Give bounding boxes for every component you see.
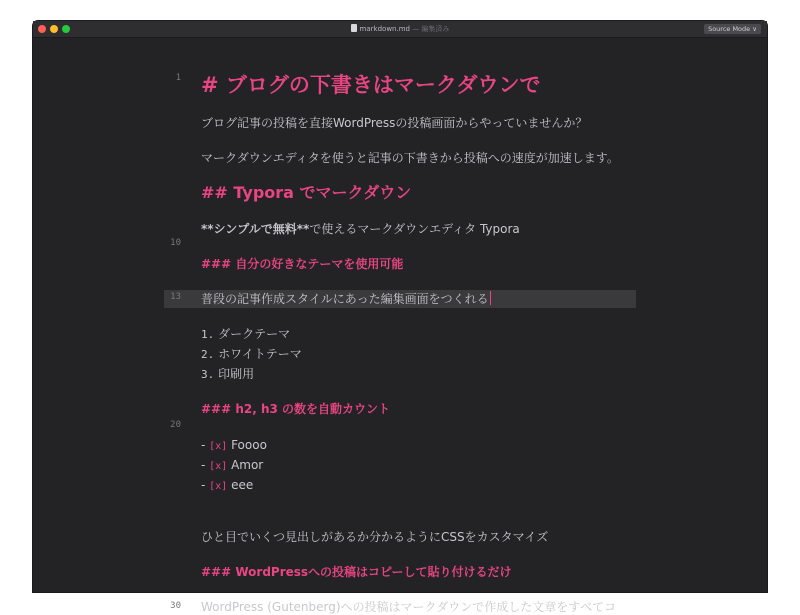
task-bullet: - (201, 458, 206, 472)
text-cursor (490, 291, 491, 305)
paragraph-text: で使えるマークダウンエディタ Typora (309, 222, 520, 236)
paragraph[interactable]: マークダウンエディタを使うと記事の下書きから投稿への速度が加速します。 (201, 151, 619, 165)
list-item-text: ホワイトテーマ (218, 347, 302, 361)
list-number: 1. (201, 328, 215, 341)
paragraph[interactable]: ひと目でいくつ見出しがあるか分かるようにCSSをカスタマイズ (201, 530, 549, 544)
task-checkbox-mark[interactable]: [x] (209, 461, 228, 472)
document-icon (351, 24, 357, 32)
task-item[interactable] (201, 457, 263, 475)
paragraph-active[interactable] (201, 291, 491, 307)
heading-3[interactable]: ### 自分の好きなテーマを使用可能 (201, 257, 404, 271)
heading-3[interactable]: ### WordPressへの投稿はコピーして貼り付けるだけ (201, 565, 512, 579)
heading-3[interactable]: ### h2, h3 の数を自動カウント (201, 402, 391, 416)
line-number: 30 (170, 601, 181, 611)
line-number: 20 (170, 420, 181, 430)
paragraph[interactable]: ブログ記事の投稿を直接WordPressの投稿画面からやっていませんか？ (201, 116, 588, 130)
list-number: 2. (201, 348, 215, 361)
list-item-text: 印刷用 (218, 367, 255, 381)
paragraph-text: 普段の記事作成スタイルにあった編集画面をつくれる (201, 292, 489, 306)
window-title (33, 21, 767, 37)
task-checkbox-mark[interactable]: [x] (209, 481, 228, 492)
line-number: 10 (170, 238, 181, 248)
typora-window (33, 21, 767, 614)
heading-2[interactable]: ## Typora でマークダウン (201, 183, 412, 202)
list-item[interactable] (201, 346, 302, 363)
paragraph[interactable] (201, 221, 520, 237)
task-text: Amor (231, 458, 264, 472)
task-bullet: - (201, 438, 206, 452)
task-text: eee (231, 478, 254, 492)
bold-text: **シンプルで無料** (201, 222, 310, 236)
list-item[interactable] (201, 366, 254, 383)
task-bullet: - (201, 478, 206, 492)
paragraph[interactable]: WordPress (Gutenberg)への投稿はマークダウンで作成した文章をすべてコ (201, 600, 617, 614)
task-text: Foooo (231, 438, 267, 452)
list-item[interactable] (201, 326, 290, 343)
task-item[interactable] (201, 437, 267, 455)
list-item-text: ダークテーマ (218, 327, 291, 341)
title-bar[interactable] (33, 21, 767, 38)
heading-1[interactable]: # ブログの下書きはマークダウンで (201, 73, 541, 97)
task-checkbox-mark[interactable]: [x] (209, 441, 228, 452)
task-item[interactable] (201, 477, 253, 495)
line-number: 1 (175, 73, 181, 83)
source-mode-toggle[interactable]: Source Mode ∨ (704, 24, 761, 34)
source-editor[interactable] (33, 38, 767, 614)
edited-status: — 編集済み (412, 25, 450, 33)
list-number: 3. (201, 368, 215, 381)
line-number: 13 (170, 292, 181, 302)
file-name: markdown.md (359, 25, 410, 33)
